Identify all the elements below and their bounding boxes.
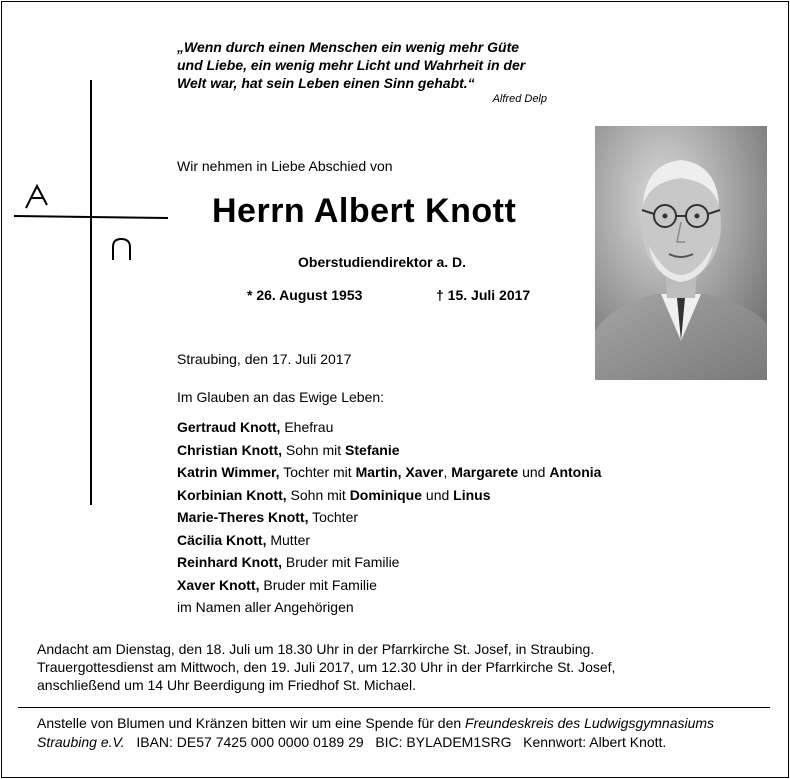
quote-line: und Liebe, ein wenig mehr Licht und Wahrheit in der [177,57,526,73]
mourner-relation: Sohn mit [282,441,346,458]
separator: und [518,464,550,480]
mourner-name: Xaver Knott, [177,576,260,593]
list-item [177,416,601,439]
donation-org: Freundeskreis des Ludwigsgymnasiums [465,715,715,731]
list-item [177,461,601,484]
death-date: † 15. Juli 2017 [436,287,531,303]
mourner-relation: Bruder mit Familie [282,554,400,570]
service-info [37,640,615,694]
quote-author: Alfred Delp [492,93,547,105]
cross-icon [0,0,200,520]
quote-line: „Wenn durch einen Menschen ein wenig mehr Güte [177,39,520,55]
mourner-name: Cäcilia Knott, [177,531,267,548]
deceased-name: Herrn Albert Knott [212,192,517,230]
list-item [177,506,601,529]
family-name: Dominique [349,486,423,503]
family-name: Margarete [451,464,519,480]
closing-line: im Namen aller Angehörigen [177,599,354,615]
deceased-title: Oberstudiendirektor a. D. [298,254,467,270]
mourner-relation: Mutter [266,531,311,548]
faith-line: Im Glauben an das Ewige Leben: [177,389,385,405]
family-name: Martin, Xaver [355,464,444,480]
service-line: anschließend um 14 Uhr Beerdigung im Friedhof St. Michael. [37,677,416,693]
quote-line: Welt war, hat sein Leben einen Sinn gehabt.“ [177,75,475,91]
donation-text: Anstelle von Blumen und Kränzen bitten wir um eine Spende für den [37,715,466,731]
mourner-relation: Tochter [308,509,359,525]
donation-org: Straubing e.V. [37,734,125,750]
service-line: Trauergottesdienst am Mittwoch, den 19. Juli 2017, um 12.30 Uhr in der Pfarrkirche St. Josef, [37,659,616,675]
mourner-relation: Bruder mit Familie [259,576,377,593]
family-name: Antonia [549,464,602,480]
list-item [177,574,601,597]
donation-info [37,714,714,752]
mourner-relation: Sohn mit [286,486,350,503]
family-name: Linus [453,486,491,503]
place-date: Straubing, den 17. Juli 2017 [177,351,352,367]
divider [18,707,770,708]
service-line: Andacht am Dienstag, den 18. Juli um 18.30 Uhr in der Pfarrkirche St. Josef, in Straubing. [37,641,595,657]
portrait-photo [595,126,767,380]
mourner-name: Marie-Theres Knott, [177,509,309,525]
list-item [177,484,601,507]
quote [177,38,567,92]
list-item [177,551,601,574]
mourner-name: Korbinian Knott, [177,486,287,503]
bank-details: IBAN: DE57 7425 000 0000 0189 29 BIC: BYLADEM1SRG Kennwort: Albert Knott. [124,734,667,750]
separator: , [443,464,452,480]
mourner-name: Reinhard Knott, [177,554,282,570]
separator: und [422,486,454,503]
mourner-name: Gertraud Knott, [177,419,281,435]
list-item [177,529,601,552]
partner-name: Stefanie [345,441,400,458]
mourner-relation: Tochter mit [279,464,356,480]
mourner-name: Katrin Wimmer, [177,464,280,480]
birth-date: * 26. August 1953 [247,287,363,303]
mourners-list [177,416,601,619]
mourner-name: Christian Knott, [177,441,282,458]
mourner-relation: Ehefrau [280,419,334,435]
list-item [177,439,601,462]
intro-text: Wir nehmen in Liebe Abschied von [177,158,393,174]
